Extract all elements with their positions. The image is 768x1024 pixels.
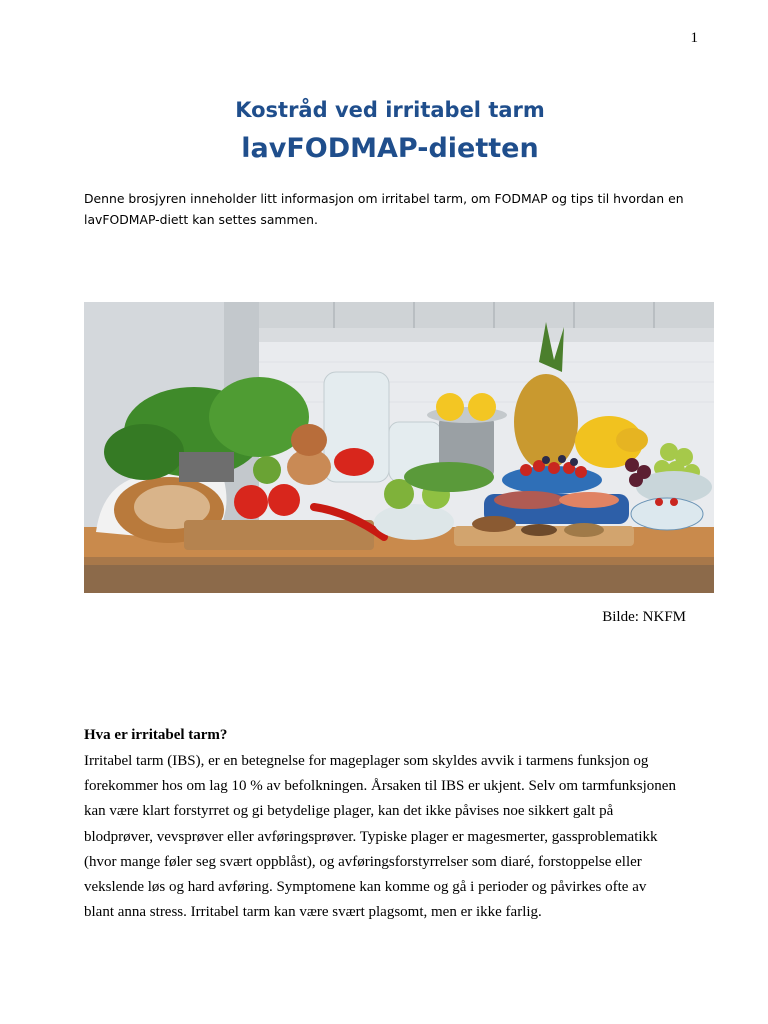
body-line: vekslende løs og hard avføring. Symptomene kan komme og gå i perioder og påvirkes ofte av [84, 879, 647, 896]
food-photo-icon [84, 302, 714, 593]
document-title: Kostråd ved irritabel tarm [235, 98, 545, 122]
document-subtitle: lavFODMAP-dietten [241, 133, 539, 164]
body-line: blant anna stress. Irritabel tarm kan være svært plagsomt, men er ikke farlig. [84, 904, 542, 921]
intro-paragraph [84, 188, 716, 230]
body-line: blodprøver, vevsprøver eller avføringsprøver. Typiske plager er magesmerter, gassproblematikk [84, 828, 658, 845]
page-number: 1 [690, 30, 698, 46]
body-line: (hvor mange føler seg svært oppblåst), og avføringsforstyrrelser som diaré, forstoppelse eller [84, 853, 642, 870]
intro-line: lavFODMAP-diett kan settes sammen. [84, 212, 318, 227]
photo-caption: Bilde: NKFM [602, 609, 686, 625]
body-line: Irritabel tarm (IBS), er en betegnelse for mageplager som skyldes avvik i tarmens funksjon og [84, 753, 649, 769]
body-line: forekommer hos om lag 10 % av befolkningen. Årsaken til IBS er ukjent. Selv om tarmfunksjonen [84, 778, 676, 795]
section-heading: Hva er irritabel tarm? [84, 727, 228, 743]
section-body [84, 749, 714, 925]
intro-line: Denne brosjyren inneholder litt informasjon om irritabel tarm, om FODMAP og tips til hvordan en [84, 191, 684, 206]
body-line: kan være klart forstyrret og gi betydelige plager, kan det ikke påvises noe sikkert galt på [84, 803, 614, 820]
